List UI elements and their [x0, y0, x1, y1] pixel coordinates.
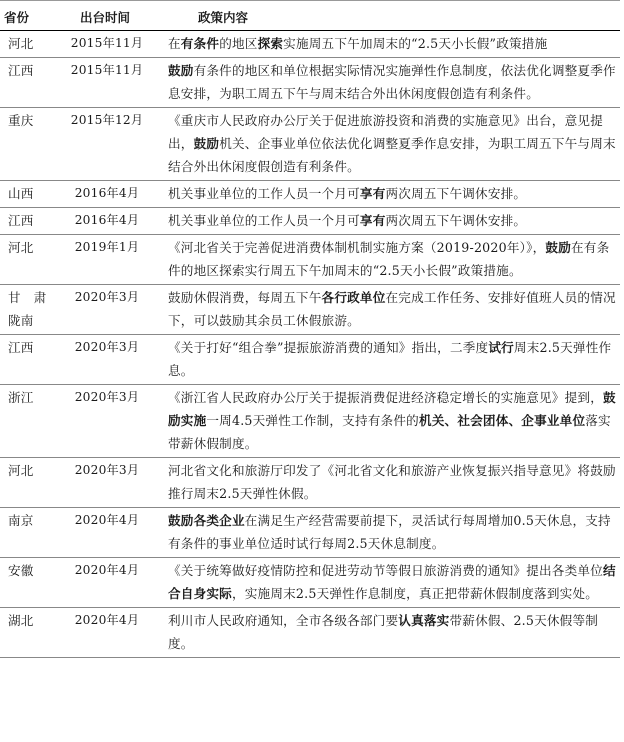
- table-header-row: [0, 6, 620, 31]
- table-body: [0, 31, 620, 658]
- policy-text: 机关、企事业单位依法优化调整夏季作息安排，为职工周五下午与周末结合外出休闲度假创造有利条件。: [168, 136, 616, 174]
- policy-text: 鼓励休假消费，每周五下午: [168, 290, 322, 305]
- table-row: [0, 58, 620, 108]
- table-row: [0, 608, 620, 658]
- emphasis-text: 鼓励各类企业: [168, 513, 245, 528]
- province-cell: 甘 肃 陇南: [0, 285, 52, 335]
- policy-cell: [162, 31, 620, 58]
- date-cell: 2015年12月: [52, 108, 162, 181]
- policy-cell: [162, 385, 620, 458]
- policy-text: 落实带薪休假制度。: [168, 413, 611, 451]
- policy-text: 两次周五下午调休安排。: [385, 186, 527, 201]
- policy-cell: [162, 285, 620, 335]
- date-cell: 2020年4月: [52, 608, 162, 658]
- emphasis-text: 鼓励实施: [168, 390, 616, 428]
- date-cell: 2016年4月: [52, 181, 162, 208]
- policy-cell: [162, 181, 620, 208]
- table-row: [0, 458, 620, 508]
- emphasis-text: 鼓励: [545, 240, 571, 255]
- table-row: [0, 108, 620, 181]
- policy-text: 带薪休假、2.5天休假等制度。: [168, 613, 599, 651]
- policy-text: 机关事业单位的工作人员一个月可: [168, 213, 360, 228]
- date-cell: 2020年4月: [52, 558, 162, 608]
- policy-text: 在: [168, 36, 181, 51]
- emphasis-text: 享有: [359, 213, 386, 228]
- header-policy: 政策内容: [162, 6, 620, 31]
- table-row: [0, 508, 620, 558]
- emphasis-text: 鼓励: [193, 136, 220, 151]
- emphasis-text: 认真落实: [398, 613, 450, 628]
- province-cell: 江西: [0, 208, 52, 235]
- province-cell: 湖北: [0, 608, 52, 658]
- policy-text: 《关于统筹做好疫情防控和促进劳动节等假日旅游消费的通知》提出各类单位: [168, 563, 603, 578]
- policy-cell: [162, 335, 620, 385]
- table-row: [0, 181, 620, 208]
- table-row: [0, 335, 620, 385]
- policy-cell: [162, 458, 620, 508]
- emphasis-text: 各行政单位: [321, 290, 386, 305]
- emphasis-text: 享有: [359, 186, 386, 201]
- policy-text: 《关于打好“组合拳”提振旅游消费的通知》指出，二季度: [168, 340, 489, 355]
- date-cell: 2019年1月: [52, 235, 162, 285]
- policy-cell: [162, 208, 620, 235]
- header-province: 省份: [0, 6, 52, 31]
- policy-text: 两次周五下午调休安排。: [385, 213, 527, 228]
- table-row: [0, 385, 620, 458]
- province-cell: 安徽: [0, 558, 52, 608]
- date-cell: 2020年3月: [52, 285, 162, 335]
- emphasis-text: 机关、社会团体、企事业单位: [418, 413, 586, 428]
- policy-cell: [162, 108, 620, 181]
- emphasis-text: 探索: [257, 36, 284, 51]
- date-cell: 2020年3月: [52, 458, 162, 508]
- date-cell: 2020年3月: [52, 335, 162, 385]
- policy-text: ，实施周末2.5天弹性作息制度，真正把带薪休假制度落到实处。: [231, 586, 599, 601]
- province-cell: 江西: [0, 58, 52, 108]
- policy-text: 河北省文化和旅游厅印发了《河北省文化和旅游产业恢复振兴指导意见》将鼓励推行周末2.5天弹性休假。: [168, 463, 616, 501]
- policy-cell: [162, 608, 620, 658]
- province-cell: 江西: [0, 335, 52, 385]
- emphasis-text: 试行: [488, 340, 514, 355]
- table-row: [0, 31, 620, 58]
- policy-text: 一周4.5天弹性工作制，支持有条件的: [206, 413, 419, 428]
- policy-text: 实施周五下午加周末的“2.5天小长假”政策措施: [283, 36, 548, 51]
- policy-text: 的地区: [219, 36, 258, 51]
- province-cell: 山西: [0, 181, 52, 208]
- policy-text: 《重庆市人民政府办公厅关于促进旅游投资和消费的实施意见》出台，意见提出，: [168, 113, 603, 151]
- date-cell: 2015年11月: [52, 31, 162, 58]
- table-row: [0, 558, 620, 608]
- emphasis-text: 鼓励: [168, 63, 194, 78]
- policy-text: 在满足生产经营需要前提下，灵活试行每周增加0.5天休息，支持有条件的事业单位适时试行每周2.5天休息制度。: [168, 513, 611, 551]
- date-cell: 2015年11月: [52, 58, 162, 108]
- policy-text: 《河北省关于完善促进消费体制机制实施方案（2019-2020年）》，: [168, 240, 546, 255]
- date-cell: 2020年4月: [52, 508, 162, 558]
- province-cell: 南京: [0, 508, 52, 558]
- province-cell: 重庆: [0, 108, 52, 181]
- policy-cell: [162, 58, 620, 108]
- policy-text: 利川市人民政府通知，全市各级各部门要: [168, 613, 399, 628]
- date-cell: 2016年4月: [52, 208, 162, 235]
- policy-text: 周末2.5天弹性作息。: [168, 340, 612, 378]
- policy-text: 在完成工作任务、安排好值班人员的情况下，可以鼓励其余员工休假旅游。: [168, 290, 616, 328]
- date-cell: 2020年3月: [52, 385, 162, 458]
- policy-text: 《浙江省人民政府办公厅关于提振消费促进经济稳定增长的实施意见》提到，: [168, 390, 603, 405]
- top-rule: [0, 0, 620, 1]
- province-cell: 河北: [0, 31, 52, 58]
- policy-table: [0, 6, 620, 658]
- policy-cell: [162, 235, 620, 285]
- policy-cell: [162, 558, 620, 608]
- emphasis-text: 结合自身实际: [168, 563, 616, 601]
- province-cell: 浙江: [0, 385, 52, 458]
- policy-text: 有条件的地区和单位根据实际情况实施弹性作息制度，依法优化调整夏季作息安排，为职工周五下午与周末结合外出休闲度假创造有利条件。: [168, 63, 616, 101]
- province-cell: 河北: [0, 235, 52, 285]
- province-cell: 河北: [0, 458, 52, 508]
- policy-cell: [162, 508, 620, 558]
- header-date: 出台时间: [52, 6, 162, 31]
- table-row: [0, 208, 620, 235]
- policy-text: 机关事业单位的工作人员一个月可: [168, 186, 360, 201]
- table-row: [0, 285, 620, 335]
- emphasis-text: 有条件: [180, 36, 220, 51]
- table-row: [0, 235, 620, 285]
- policy-text: 在有条件的地区探索实行周五下午加周末的“2.5天小长假”政策措施。: [168, 240, 610, 278]
